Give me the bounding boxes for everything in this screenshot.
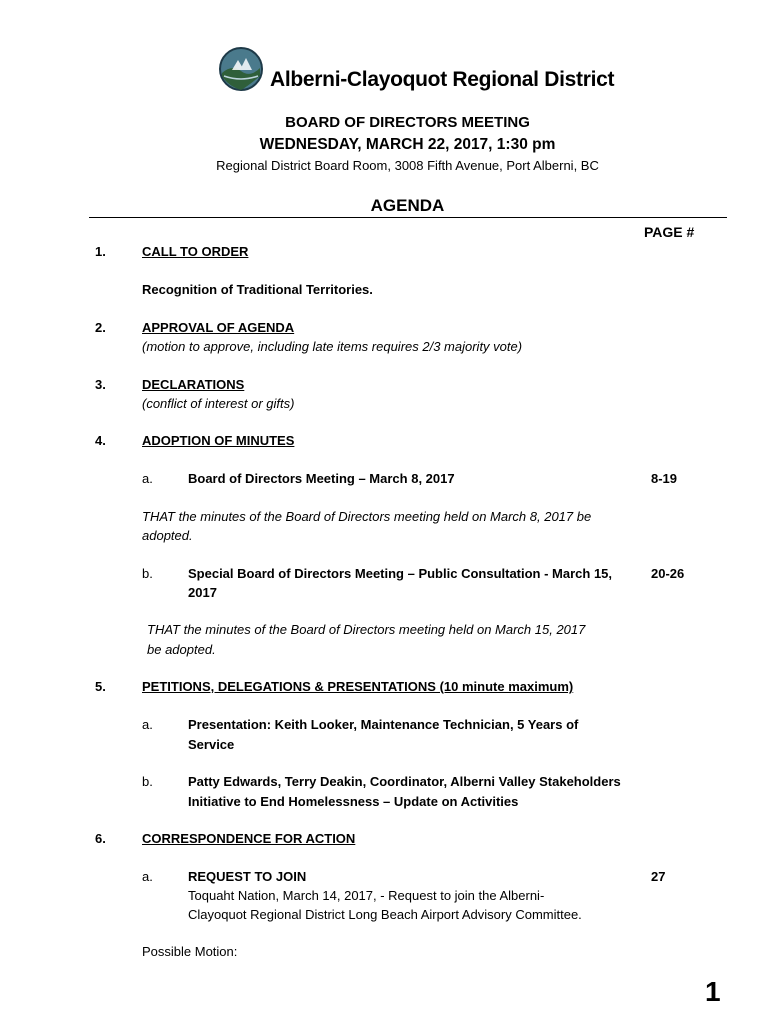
page-number: 1 [705,976,721,1007]
meeting-date: WEDNESDAY, MARCH 22, 2017, 1:30 pm [259,136,556,153]
possible-motion-label: Possible Motion: [142,944,238,959]
motion-text: adopted. [142,528,193,543]
item-title: Presentation: Keith Looker, Maintenance Technician, 5 Years of [188,717,579,732]
section-title-adoption-of-minutes: ADOPTION OF MINUTES [142,433,295,448]
org-name: Alberni-Clayoquot Regional District [270,68,615,91]
meeting-location: Regional District Board Room, 3008 Fifth Avenue, Port Alberni, BC [216,158,599,173]
section-title-approval-of-agenda: APPROVAL OF AGENDA [142,320,295,335]
item-title: 2017 [188,585,217,600]
item-title: Board of Directors Meeting – March 8, 2017 [188,471,455,486]
section-number: 1. [95,244,106,259]
section-title-declarations: DECLARATIONS [142,377,245,392]
item-pages: 8-19 [651,471,678,486]
item-letter: b. [142,566,153,581]
section-number: 3. [95,377,106,392]
item-title: Initiative to End Homelessness – Update on Activities [188,794,519,809]
agenda-title: AGENDA [370,196,445,215]
section-title-petitions: PETITIONS, DELEGATIONS & PRESENTATIONS (10 minute maximum) [142,679,574,694]
section-title-call-to-order: CALL TO ORDER [142,244,249,259]
header-divider [89,217,727,218]
item-letter: a. [142,471,153,486]
item-letter: b. [142,774,153,789]
item-title: Service [188,737,235,752]
item-letter: a. [142,869,153,884]
section-number: 4. [95,433,106,448]
item-pages: 27 [651,869,666,884]
item-title: Patty Edwards, Terry Deakin, Coordinator, Alberni Valley Stakeholders [188,774,621,789]
item-text: Clayoquot Regional District Long Beach Airport Advisory Committee. [188,907,582,922]
item-title: Special Board of Directors Meeting – Public Consultation - March 15, [188,566,613,581]
motion-text: THAT the minutes of the Board of Directors meeting held on March 15, 2017 [147,622,586,637]
motion-text: be adopted. [147,642,216,657]
section-note: (conflict of interest or gifts) [142,396,295,411]
section-number: 2. [95,320,106,335]
meeting-title: BOARD OF DIRECTORS MEETING [285,114,530,131]
item-text: Toquaht Nation, March 14, 2017, - Request to join the Alberni- [188,888,545,903]
section-number: 5. [95,679,106,694]
motion-text: THAT the minutes of the Board of Directors meeting held on March 8, 2017 be [142,509,592,524]
section-number: 6. [95,831,106,846]
section-note: (motion to approve, including late items requires 2/3 majority vote) [142,339,523,354]
page-column-header: PAGE # [644,224,695,240]
item-title: REQUEST TO JOIN [188,869,307,884]
section-title-correspondence: CORRESPONDENCE FOR ACTION [142,831,356,846]
item-pages: 20-26 [651,566,685,581]
section-note: Recognition of Traditional Territories. [142,282,373,297]
item-letter: a. [142,717,153,732]
district-logo [218,46,264,92]
